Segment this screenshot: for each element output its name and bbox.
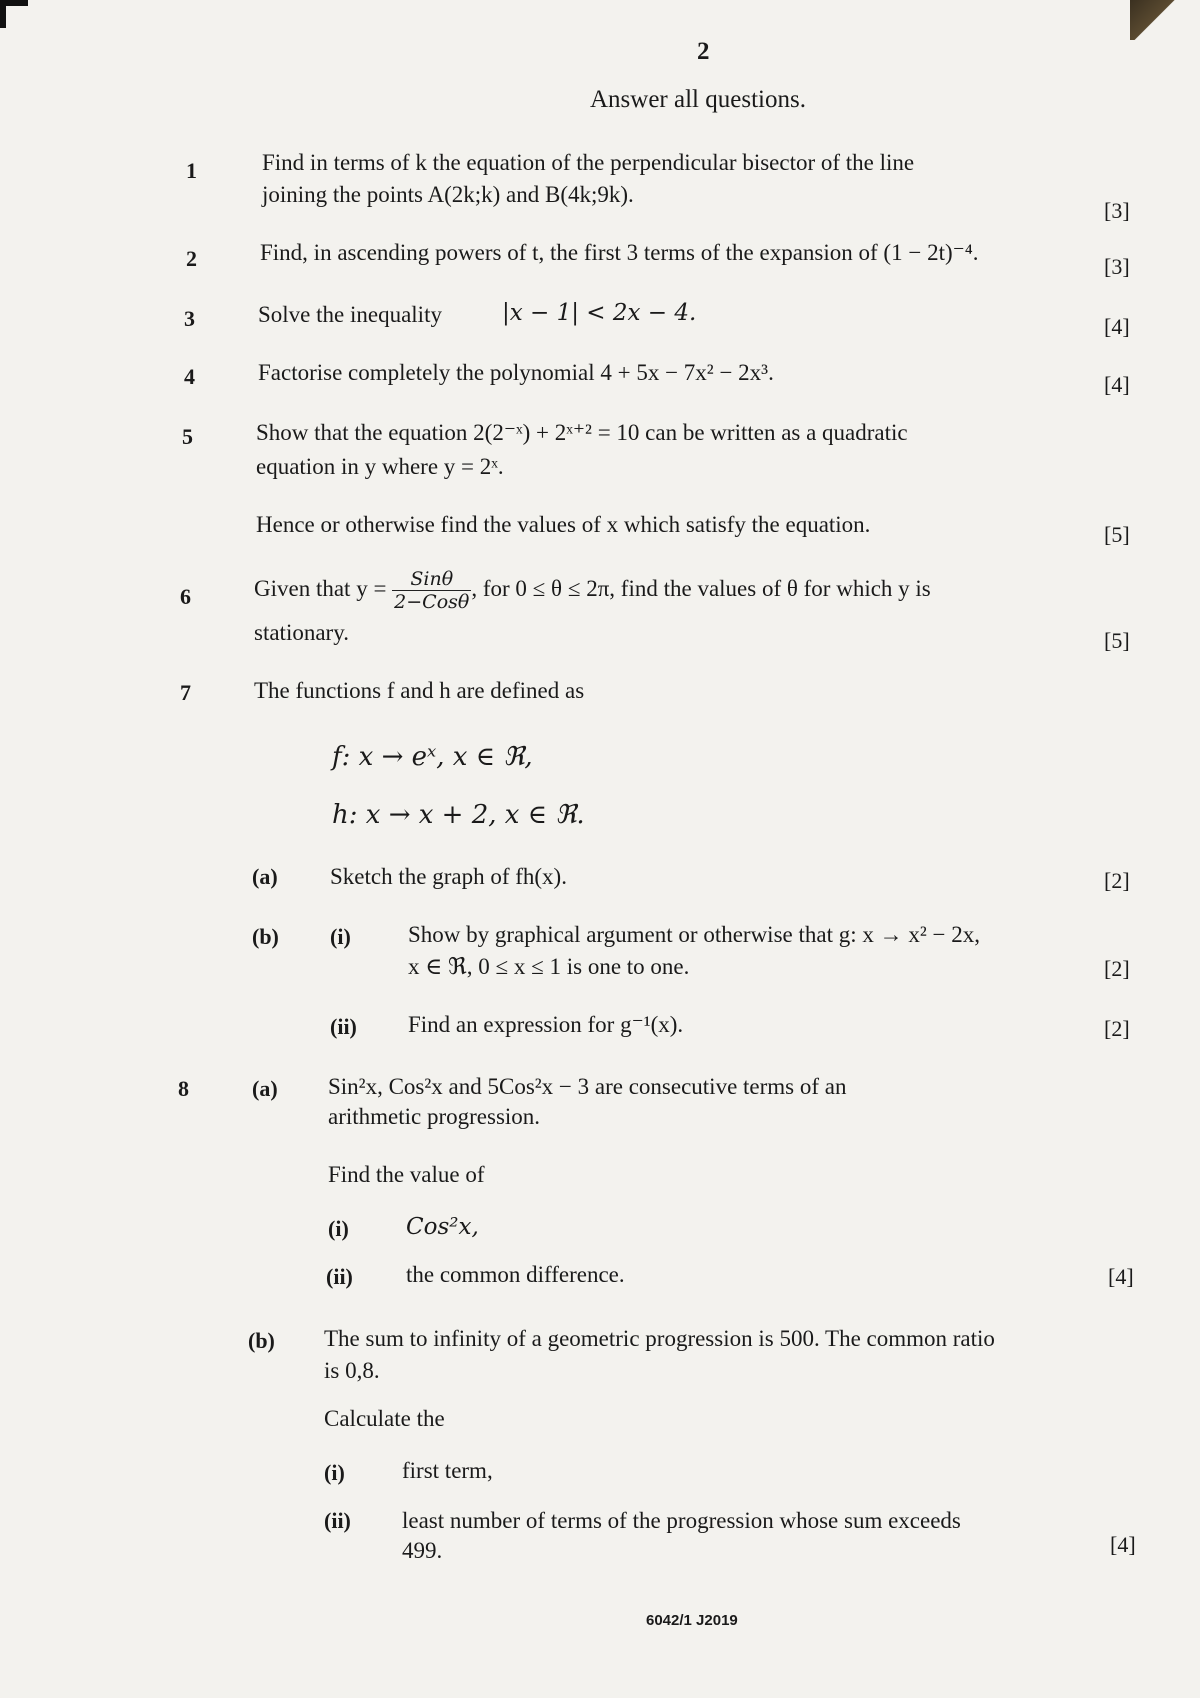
q6-line2: stationary. <box>254 620 349 645</box>
q3-expression: |x − 1| < 2x − 4. <box>502 300 697 326</box>
page-number: 2 <box>697 38 710 65</box>
q8b-label: (b) <box>248 1328 275 1353</box>
q3-number: 3 <box>184 306 195 331</box>
q5-line1: Show that the equation 2(2⁻ˣ) + 2ˣ⁺² = 10 can be written as a quadratic <box>256 420 908 445</box>
q1-line1: Find in terms of k the equation of the perpendicular bisector of the line <box>262 150 915 175</box>
q7bii-mark: [2] <box>1104 1016 1130 1041</box>
scan-corner-mark <box>0 0 28 28</box>
q8aii-label: (ii) <box>326 1264 353 1289</box>
q8a-line2: arithmetic progression. <box>328 1104 541 1129</box>
q8a-line1: Sin²x, Cos²x and 5Cos²x − 3 are consecutive terms of an <box>328 1074 847 1099</box>
q3-mark: [4] <box>1104 314 1130 339</box>
q4-mark: [4] <box>1104 372 1130 397</box>
q6-fraction-numerator: Sinθ <box>392 568 471 591</box>
q4-text: Factorise completely the polynomial 4 + 5x − 7x² − 2x³. <box>258 360 774 385</box>
q6-number: 6 <box>180 584 191 609</box>
q6-line1 <box>254 568 931 613</box>
q7-intro: The functions f and h are defined as <box>254 678 585 703</box>
q8a-label: (a) <box>252 1076 278 1101</box>
q6-fraction-denominator: 2−Cosθ <box>394 591 470 613</box>
q7bi-line1: Show by graphical argument or otherwise that g: x → x² − 2x, <box>408 922 980 947</box>
q3-label: Solve the inequality <box>258 302 442 327</box>
q5-line2: equation in y where y = 2ˣ. <box>256 454 504 479</box>
q1-line2: joining the points A(2k;k) and B(4k;9k). <box>262 182 634 207</box>
q4-number: 4 <box>184 364 195 389</box>
q7-f-definition: f: x → eˣ, x ∈ ℜ, <box>332 742 533 772</box>
instruction: Answer all questions. <box>590 86 806 113</box>
q8-number: 8 <box>178 1076 189 1101</box>
q7b-label: (b) <box>252 924 279 949</box>
q6-fraction <box>392 568 471 613</box>
q8bi-label: (i) <box>324 1460 345 1485</box>
q2-number: 2 <box>186 246 197 271</box>
q7bi-line2: x ∈ ℜ, 0 ≤ x ≤ 1 is one to one. <box>408 954 690 979</box>
q6-pre: Given that y = <box>254 575 387 601</box>
q8bii-label: (ii) <box>324 1508 351 1533</box>
q6-mark: [5] <box>1104 628 1130 653</box>
q8a-mark: [4] <box>1108 1264 1134 1289</box>
q8aii-text: the common difference. <box>406 1262 625 1287</box>
q1-mark: [3] <box>1104 198 1130 223</box>
q2-text: Find, in ascending powers of t, the first 3 terms of the expansion of (1 − 2t)⁻⁴. <box>260 240 979 265</box>
q8bii-line2: 499. <box>402 1538 443 1563</box>
q8bi-text: first term, <box>402 1458 493 1483</box>
q8ai-label: (i) <box>328 1216 349 1241</box>
q8a-find: Find the value of <box>328 1162 485 1187</box>
paper-code-footer: 6042/1 J2019 <box>646 1612 738 1629</box>
q7a-text: Sketch the graph of fh(x). <box>330 864 567 889</box>
q8b-calc: Calculate the <box>324 1406 445 1431</box>
q6-post: , for 0 ≤ θ ≤ 2π, find the values of θ for which y is <box>471 575 931 601</box>
q1-number: 1 <box>186 158 197 183</box>
q7-number: 7 <box>180 680 191 705</box>
q7a-mark: [2] <box>1104 868 1130 893</box>
q7a-label: (a) <box>252 864 278 889</box>
q5-number: 5 <box>182 424 193 449</box>
q8b-line1: The sum to infinity of a geometric progression is 500. The common ratio <box>324 1326 995 1351</box>
q7-h-definition: h: x → x + 2, x ∈ ℜ. <box>332 800 585 830</box>
q7bii-label: (ii) <box>330 1014 357 1039</box>
q7bi-label: (i) <box>330 924 351 949</box>
q5-line3: Hence or otherwise find the values of x which satisfy the equation. <box>256 512 871 537</box>
q2-mark: [3] <box>1104 254 1130 279</box>
q5-mark: [5] <box>1104 522 1130 547</box>
scan-corner-shadow <box>1130 0 1200 40</box>
q8ai-text: Cos²x, <box>406 1214 479 1240</box>
q8b-line2: is 0,8. <box>324 1358 380 1383</box>
q8b-mark: [4] <box>1110 1532 1136 1557</box>
q8bii-line1: least number of terms of the progression whose sum exceeds <box>402 1508 961 1533</box>
q7bi-mark: [2] <box>1104 956 1130 981</box>
q7bii-text: Find an expression for g⁻¹(x). <box>408 1012 684 1037</box>
